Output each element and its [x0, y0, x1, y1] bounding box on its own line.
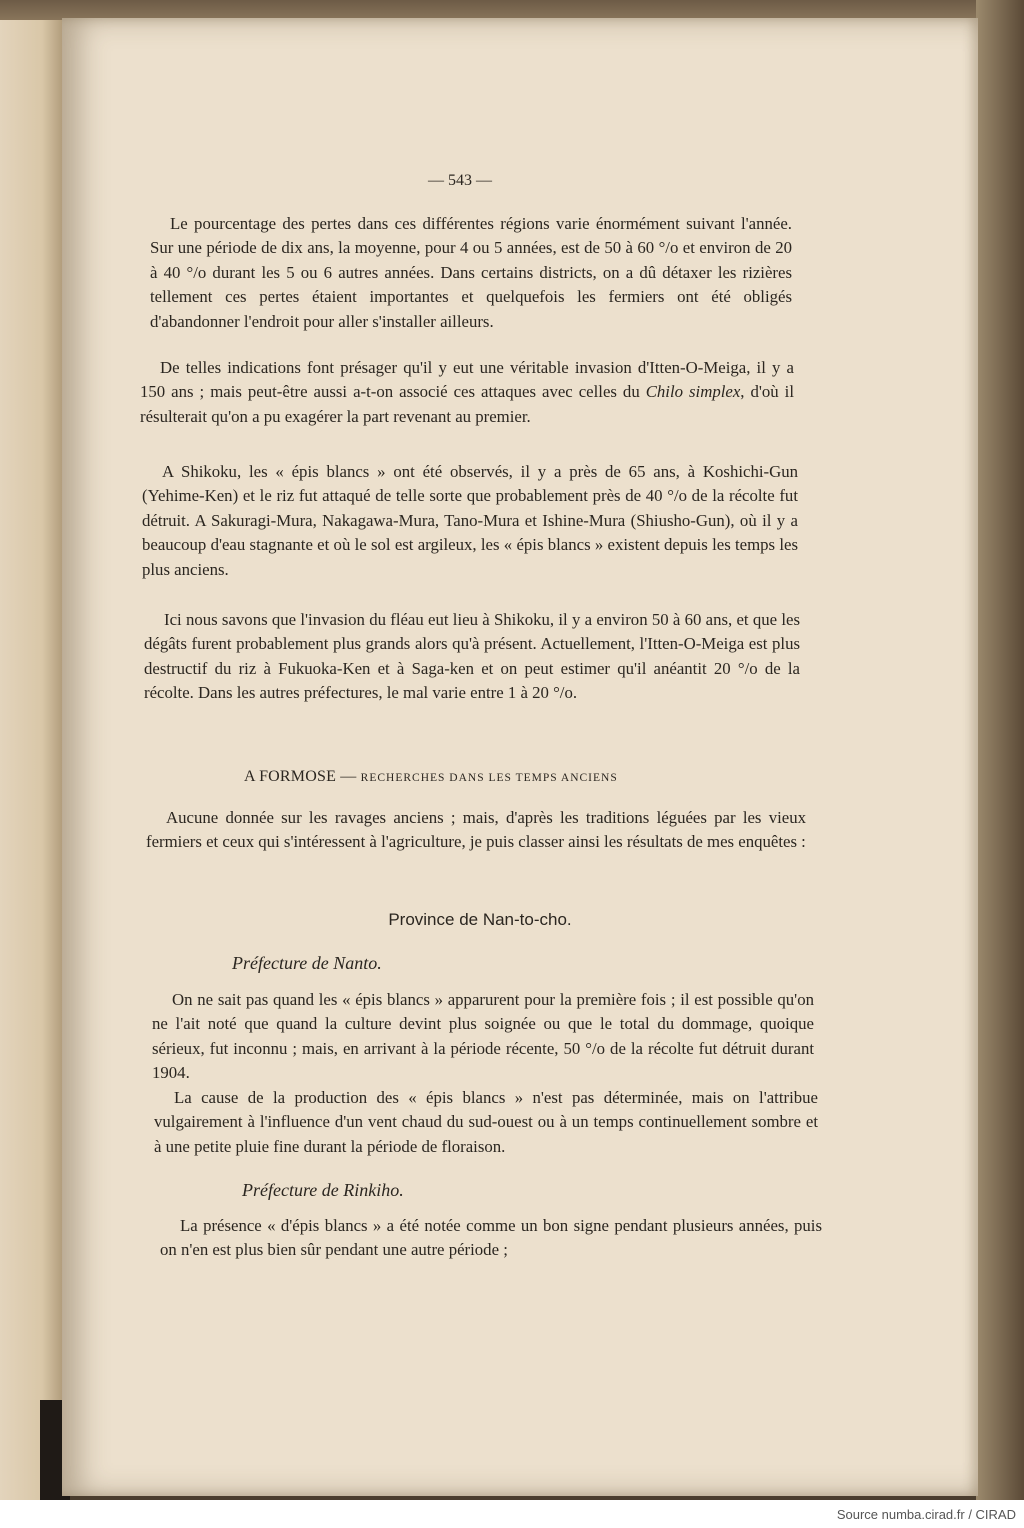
province-heading: Province de Nan-to-cho. — [388, 910, 572, 929]
paragraph-1: Le pourcentage des pertes dans ces différentes régions varie énormément suivant l'année. Sur une période de dix ans, la moyenne, pour 4 ou 5 années, est de 50 à 60 °/o et environ de 20 à 40 °/o durant les 5 ou 6 autres années. Dans certains districts, on a dû détaxer les rizières tellement ces pertes étaient importantes et quelquefois les fermiers ont été obligés d'abandonner l'endroit pour aller s'installer ailleurs. — [150, 214, 792, 331]
page-number: — 543 — — [428, 172, 492, 189]
formose-paragraph: Aucune donnée sur les ravages anciens ; mais, d'après les traditions léguées par les vieux fermiers et ceux qui s'intéressent à l'agriculture, je puis classer ainsi les résultats de mes enquêtes : — [146, 808, 806, 852]
prefecture-nanto-heading: Préfecture de Nanto. — [232, 953, 382, 973]
paragraph-2-text-b: , d'où il résulterait qu'on a pu exagérer la part revenant au premier. — [140, 382, 794, 426]
paragraph-2 — [140, 356, 794, 429]
book-left-page — [0, 20, 70, 1500]
nanto-paragraph-1: On ne sait pas quand les « épis blancs » apparurent pour la première fois ; il est possible qu'on ne l'ait noté que quand la culture devint plus soignée ou que le total du dommage, quoique sérieux, fut inconnu ; mais, en arrivant à la période récente, 50 °/o de la récolte fut détruit durant 1904. — [152, 990, 814, 1083]
section-heading — [244, 768, 764, 786]
paragraph-3: A Shikoku, les « épis blancs » ont été observés, il y a près de 65 ans, à Koshichi-Gun (Yehime-Ken) et le riz fut attaqué de telle sorte que probablement près de 40 °/o de la récolte fut détruit. A Sakuragi-Mura, Nakagawa-Mura, Tano-Mura et Ishine-Mura (Shiusho-Gun), où il y a beaucoup d'eau stagnante et où le sol est argileux, les « épis blancs » existent depuis les temps les plus anciens. — [142, 462, 798, 579]
rinkiho-paragraph: La présence « d'épis blancs » a été notée comme un bon signe pendant plusieurs années, puis on n'en est plus bien sûr pendant une autre période ; — [160, 1216, 822, 1260]
book-right-edge — [976, 0, 1024, 1500]
section-title: A FORMOSE — — [244, 768, 357, 785]
paragraph-4: Ici nous savons que l'invasion du fléau eut lieu à Shikoku, il y a environ 50 à 60 ans, et que les dégâts furent probablement plus grands alors qu'à présent. Actuellement, l'Itten-O-Meiga est plus destructif du riz à Fukuoka-Ken et à Saga-ken et on peut estimer qu'il anéantit 20 °/o de la récolte. Dans les autres préfectures, le mal varie entre 1 à 20 °/o. — [144, 610, 800, 703]
prefecture-rinkiho-heading: Préfecture de Rinkiho. — [242, 1180, 404, 1200]
section-subtitle: RECHERCHES DANS LES TEMPS ANCIENS — [360, 772, 618, 784]
source-footer: Source numba.cirad.fr / CIRAD — [836, 1507, 1016, 1522]
nanto-paragraph-2: La cause de la production des « épis blancs » n'est pas déterminée, mais on l'attribue vulgairement à l'influence d'un vent chaud du sud-ouest ou à un temps continuellement sombre et à une petite pluie fine durant la période de floraison. — [154, 1088, 818, 1156]
paragraph-2-text-a: De telles indications font présager qu'il y eut une véritable invasion d'Itten-O-Meiga, il y a 150 ans ; mais peut-être aussi a-t-on associé ces attaques avec celles du — [140, 358, 794, 402]
paragraph-2-species: Chilo simplex — [645, 382, 741, 402]
